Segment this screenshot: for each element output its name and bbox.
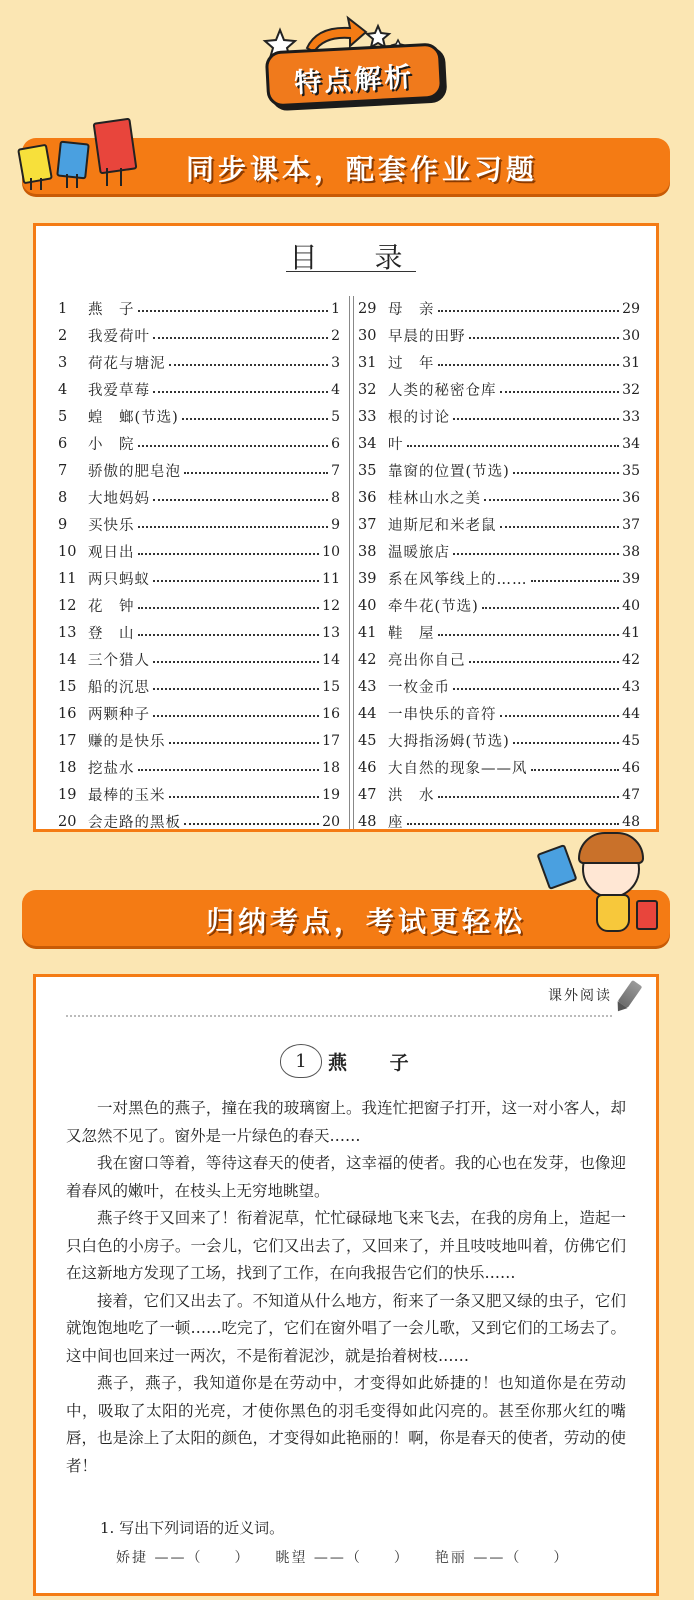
toc-leader-dots xyxy=(182,417,328,420)
toc-entry-page: 32 xyxy=(622,381,640,398)
toc-entry-number: 15 xyxy=(58,678,77,695)
dotted-divider xyxy=(66,1015,612,1017)
toc-entry-title: 牵牛花(节选) xyxy=(388,599,479,615)
toc-leader-dots xyxy=(500,714,620,717)
toc-entry xyxy=(58,808,340,832)
toc-entry-number: 38 xyxy=(358,543,377,560)
toc-entry xyxy=(358,349,640,376)
toc-entry-title: 花 钟 xyxy=(88,599,135,615)
toc-entry-number: 5 xyxy=(58,408,68,425)
story-paragraph: 燕子，燕子，我知道你是在劳动中，才变得如此娇捷的！也知道你是在劳动中，吸取了太阳的光亮，才使你黑色的羽毛变得如此闪亮的。甚至你那火红的嘴唇，也是涂上了太阳的颜色，才变得如此艳丽的！啊，你是春天的使者，劳动的使者！ xyxy=(66,1374,626,1475)
toc-column-divider xyxy=(349,296,354,829)
toc-leader-dots xyxy=(484,498,619,501)
toc-leader-dots xyxy=(453,552,619,555)
toc-entry-number: 30 xyxy=(358,327,377,344)
toc-leader-dots xyxy=(138,309,329,312)
toc-entry-page: 35 xyxy=(622,462,640,479)
toc-leader-dots xyxy=(153,687,319,690)
toc-entry xyxy=(58,727,340,754)
toc-entry-title: 蝗 螂(节选) xyxy=(88,410,179,426)
banner-label: 归纳考点，考试更轻松 xyxy=(206,905,527,938)
toc-left-column xyxy=(58,295,340,832)
toc-entry xyxy=(358,457,640,484)
toc-entry-number: 9 xyxy=(58,516,68,533)
toc-entry-number: 18 xyxy=(58,759,77,776)
toc-entry-number: 44 xyxy=(358,705,377,722)
toc-entry xyxy=(58,754,340,781)
toc-entry-number: 7 xyxy=(58,462,68,479)
toc-entry-number: 40 xyxy=(358,597,377,614)
toc-entry xyxy=(358,511,640,538)
toc-entry-page: 37 xyxy=(622,516,640,533)
toc-entry-title: 最棒的玉米 xyxy=(88,788,166,804)
toc-leader-dots xyxy=(153,390,328,393)
toc-entry-number: 35 xyxy=(358,462,377,479)
toc-leader-dots xyxy=(138,444,329,447)
toc-entry-page: 42 xyxy=(622,651,640,668)
toc-entry-title: 鞋 屋 xyxy=(388,626,435,642)
toc-leader-dots xyxy=(531,579,620,582)
toc-leader-dots xyxy=(453,687,619,690)
story-paragraph: 接着，它们又出去了。不知道从什么地方，衔来了一条又肥又绿的虫子，它们就饱饱地吃了一顿……吃完了，它们在窗外唱了一会儿歌，又到它们的工场去了。这中间也回来过一两次，不是衔着泥沙，就是抬着树枝…… xyxy=(66,1291,626,1365)
toc-entry xyxy=(58,538,340,565)
toc-entry-number: 6 xyxy=(58,435,68,452)
toc-entry-number: 29 xyxy=(358,300,377,317)
toc-entry-title: 两只蚂蚁 xyxy=(88,572,150,588)
toc-entry xyxy=(358,673,640,700)
toc-entry-page: 11 xyxy=(322,570,340,587)
toc-entry-title: 一枚金币 xyxy=(388,680,450,696)
toc-entry-page: 8 xyxy=(331,489,340,506)
reading-tag: 课外阅读 xyxy=(548,988,612,1004)
toc-leader-dots xyxy=(138,525,329,528)
toc-entry-number: 32 xyxy=(358,381,377,398)
toc-entry xyxy=(358,808,640,832)
toc-entry-number: 2 xyxy=(58,327,68,344)
toc-entry-page: 19 xyxy=(322,786,340,803)
toc-entry-number: 13 xyxy=(58,624,77,641)
toc-entry-title: 赚的是快乐 xyxy=(88,734,166,750)
toc-entry-number: 14 xyxy=(58,651,77,668)
toc-right-column xyxy=(358,295,640,832)
toc-entry-page: 47 xyxy=(622,786,640,803)
toc-entry-title: 一串快乐的音符 xyxy=(388,707,497,723)
toc-entry-number: 10 xyxy=(58,543,77,560)
toc-leader-dots xyxy=(438,795,620,798)
toc-entry-number: 4 xyxy=(58,381,68,398)
toc-entry-page: 46 xyxy=(622,759,640,776)
toc-entry-page: 1 xyxy=(331,300,340,317)
toc-entry xyxy=(58,673,340,700)
toc-entry-title: 温暖旅店 xyxy=(388,545,450,561)
toc-entry xyxy=(358,781,640,808)
story-body xyxy=(66,1095,626,1480)
toc-entry-page: 33 xyxy=(622,408,640,425)
toc-entry xyxy=(58,565,340,592)
toc-title-underline xyxy=(286,271,416,272)
toc-entry-number: 31 xyxy=(358,354,377,371)
toc-entry xyxy=(358,619,640,646)
toc-entry-number: 45 xyxy=(358,732,377,749)
toc-entry-page: 3 xyxy=(331,354,340,371)
toc-entry-title: 过 年 xyxy=(388,356,435,372)
toc-entry-number: 12 xyxy=(58,597,77,614)
toc-entry xyxy=(58,619,340,646)
toc-leader-dots xyxy=(438,633,620,636)
toc-entry-title: 我爱草莓 xyxy=(88,383,150,399)
toc-entry-title: 根的讨论 xyxy=(388,410,450,426)
reading-panel xyxy=(33,974,659,1596)
story-heading xyxy=(280,1041,427,1081)
toc-entry-title: 大地妈妈 xyxy=(88,491,150,507)
toc-entry-number: 20 xyxy=(58,813,77,830)
cloud-number-badge: 1 xyxy=(280,1044,322,1078)
toc-entry-title: 骄傲的肥皂泡 xyxy=(88,464,181,480)
toc-entry-number: 3 xyxy=(58,354,68,371)
toc-leader-dots xyxy=(438,363,620,366)
toc-entry-number: 41 xyxy=(358,624,377,641)
toc-entry xyxy=(58,781,340,808)
toc-entry-number: 36 xyxy=(358,489,377,506)
toc-entry-number: 48 xyxy=(358,813,377,830)
toc-entry-page: 43 xyxy=(622,678,640,695)
toc-entry-page: 36 xyxy=(622,489,640,506)
toc-entry xyxy=(358,322,640,349)
toc-leader-dots xyxy=(184,822,319,825)
toc-title: 目 录 xyxy=(289,241,427,274)
toc-entry-title: 买快乐 xyxy=(88,518,135,534)
toc-entry xyxy=(358,700,640,727)
toc-entry-title: 挖盐水 xyxy=(88,761,135,777)
toc-entry-title: 两颗种子 xyxy=(88,707,150,723)
toc-leader-dots xyxy=(138,768,320,771)
toc-leader-dots xyxy=(184,471,328,474)
toc-entry-number: 11 xyxy=(58,570,77,587)
story-paragraph: 我在窗口等着，等待这春天的使者，这幸福的使者。我的心也在发芽，也像迎着春风的嫩叶，在枝头上无穷地眺望。 xyxy=(66,1154,626,1200)
toc-entry-title: 桂林山水之美 xyxy=(388,491,481,507)
toc-entry-page: 34 xyxy=(622,435,640,452)
toc-leader-dots xyxy=(169,741,320,744)
toc-entry-title: 座 xyxy=(388,815,404,831)
toc-entry-title: 系在风筝线上的…… xyxy=(388,572,528,588)
toc-entry-page: 5 xyxy=(331,408,340,425)
toc-leader-dots xyxy=(407,822,620,825)
pencil-icon xyxy=(618,980,643,1008)
toc-entry-title: 叶 xyxy=(388,437,404,453)
toc-entry-title: 洪 水 xyxy=(388,788,435,804)
toc-entry-page: 16 xyxy=(322,705,340,722)
toc-entry-title: 会走路的黑板 xyxy=(88,815,181,831)
toc-leader-dots xyxy=(153,336,328,339)
toc-entry xyxy=(358,484,640,511)
toc-entry-title: 荷花与塘泥 xyxy=(88,356,166,372)
toc-entry-number: 37 xyxy=(358,516,377,533)
toc-entry-page: 30 xyxy=(622,327,640,344)
toc-entry-page: 18 xyxy=(322,759,340,776)
banner-label: 同步课本，配套作业习题 xyxy=(186,153,539,186)
toc-entry-page: 45 xyxy=(622,732,640,749)
toc-entry xyxy=(358,592,640,619)
toc-entry xyxy=(58,295,340,322)
toc-entry-page: 29 xyxy=(622,300,640,317)
toc-entry-title: 人类的秘密仓库 xyxy=(388,383,497,399)
toc-entry-page: 38 xyxy=(622,543,640,560)
toc-entry-number: 1 xyxy=(58,300,68,317)
toc-entry-page: 48 xyxy=(622,813,640,830)
toc-entry xyxy=(58,322,340,349)
toc-leader-dots xyxy=(513,471,619,474)
toc-entry-title: 我爱荷叶 xyxy=(88,329,150,345)
toc-entry-page: 2 xyxy=(331,327,340,344)
toc-entry-title: 登 山 xyxy=(88,626,135,642)
toc-entry-title: 小 院 xyxy=(88,437,135,453)
exercise-question: 1. 写出下列词语的近义词。 xyxy=(100,1519,285,1537)
story-title: 燕 子 xyxy=(328,1051,427,1074)
toc-entry-page: 20 xyxy=(322,813,340,830)
toc-entry xyxy=(58,646,340,673)
toc-entry-page: 9 xyxy=(331,516,340,533)
toc-entry-page: 17 xyxy=(322,732,340,749)
toc-entry-number: 46 xyxy=(358,759,377,776)
toc-entry xyxy=(358,565,640,592)
toc-entry-title: 船的沉思 xyxy=(88,680,150,696)
toc-leader-dots xyxy=(138,633,320,636)
toc-entry xyxy=(358,295,640,322)
toc-entry-title: 三个猎人 xyxy=(88,653,150,669)
toc-leader-dots xyxy=(138,606,320,609)
toc-leader-dots xyxy=(153,579,319,582)
toc-leader-dots xyxy=(138,552,320,555)
toc-entry-page: 15 xyxy=(322,678,340,695)
toc-leader-dots xyxy=(153,660,319,663)
badge-label: 特点解析 xyxy=(293,61,416,100)
toc-entry xyxy=(358,430,640,457)
story-paragraph: 一对黑色的燕子，撞在我的玻璃窗上。我连忙把窗子打开，这一对小客人，却又忽然不见了。窗外是一片绿色的春天…… xyxy=(66,1099,626,1145)
toc-entry-page: 39 xyxy=(622,570,640,587)
toc-entry-number: 47 xyxy=(358,786,377,803)
toc-entry-number: 8 xyxy=(58,489,68,506)
toc-entry-page: 12 xyxy=(322,597,340,614)
toc-entry xyxy=(58,592,340,619)
toc-entry xyxy=(58,349,340,376)
toc-entry-page: 13 xyxy=(322,624,340,641)
toc-leader-dots xyxy=(500,525,620,528)
toc-leader-dots xyxy=(453,417,619,420)
toc-entry-number: 34 xyxy=(358,435,377,452)
toc-entry xyxy=(58,430,340,457)
toc-entry xyxy=(358,403,640,430)
feature-badge xyxy=(265,42,444,107)
toc-entry xyxy=(358,727,640,754)
toc-entry-title: 大自然的现象——风 xyxy=(388,761,528,777)
toc-leader-dots xyxy=(438,309,620,312)
toc-entry-page: 14 xyxy=(322,651,340,668)
toc-entry-page: 4 xyxy=(331,381,340,398)
toc-entry-number: 16 xyxy=(58,705,77,722)
toc-entry xyxy=(58,403,340,430)
toc-leader-dots xyxy=(482,606,619,609)
toc-entry-title: 亮出你自己 xyxy=(388,653,466,669)
toc-entry xyxy=(58,457,340,484)
banner-exam-points xyxy=(22,890,670,946)
story-paragraph: 燕子终于又回来了！衔着泥草，忙忙碌碌地飞来飞去，在我的房角上，造起一只白色的小房子。一会儿，它们又出去了，又回来了，并且吱吱地叫着，仿佛它们在这新地方发现了工场，找到了工作，在向我报告它们的快乐…… xyxy=(66,1209,626,1282)
toc-entry-number: 17 xyxy=(58,732,77,749)
toc-entry-number: 43 xyxy=(358,678,377,695)
toc-entry-page: 41 xyxy=(622,624,640,641)
toc-leader-dots xyxy=(407,444,620,447)
toc-leader-dots xyxy=(169,363,329,366)
toc-entry-title: 迪斯尼和米老鼠 xyxy=(388,518,497,534)
toc-leader-dots xyxy=(469,660,620,663)
toc-entry-title: 早晨的田野 xyxy=(388,329,466,345)
toc-entry-page: 44 xyxy=(622,705,640,722)
toc-leader-dots xyxy=(531,768,620,771)
toc-leader-dots xyxy=(513,741,619,744)
toc-entry xyxy=(58,700,340,727)
toc-entry-number: 39 xyxy=(358,570,377,587)
toc-entry-title: 母 亲 xyxy=(388,302,435,318)
toc-leader-dots xyxy=(153,498,328,501)
toc-panel xyxy=(33,223,659,832)
toc-entry-number: 42 xyxy=(358,651,377,668)
toc-entry-page: 10 xyxy=(322,543,340,560)
toc-entry xyxy=(58,484,340,511)
toc-entry xyxy=(358,538,640,565)
toc-entry-title: 燕 子 xyxy=(88,302,135,318)
toc-entry-page: 7 xyxy=(331,462,340,479)
toc-leader-dots xyxy=(153,714,319,717)
toc-leader-dots xyxy=(500,390,620,393)
toc-entry-number: 19 xyxy=(58,786,77,803)
toc-entry-title: 观日出 xyxy=(88,545,135,561)
toc-entry-page: 40 xyxy=(622,597,640,614)
toc-entry-title: 靠窗的位置(节选) xyxy=(388,464,510,480)
toc-entry-number: 33 xyxy=(358,408,377,425)
toc-entry-page: 6 xyxy=(331,435,340,452)
toc-leader-dots xyxy=(469,336,620,339)
toc-entry xyxy=(58,376,340,403)
toc-leader-dots xyxy=(169,795,320,798)
toc-entry xyxy=(58,511,340,538)
toc-entry xyxy=(358,376,640,403)
toc-entry xyxy=(358,646,640,673)
toc-entry-title: 大拇指汤姆(节选) xyxy=(388,734,510,750)
exercise-answer-line: 娇捷 ——（ ） 眺望 ——（ ） 艳丽 ——（ ） xyxy=(116,1550,570,1566)
toc-entry-page: 31 xyxy=(622,354,640,371)
toc-entry xyxy=(358,754,640,781)
